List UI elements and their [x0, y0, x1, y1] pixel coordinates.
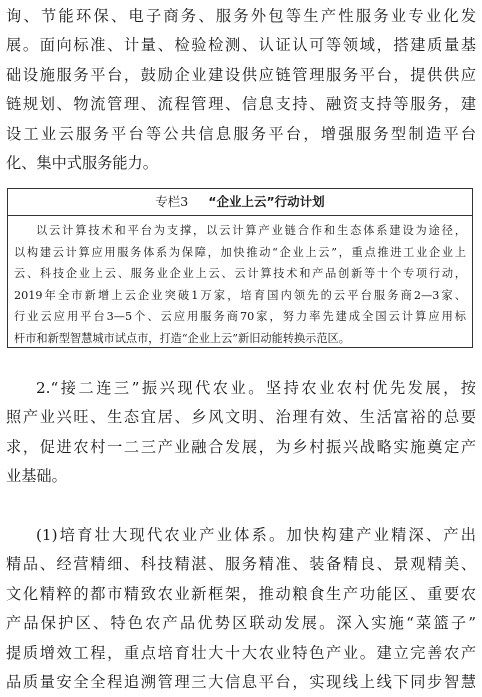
text-line: (1)培育壮大现代农业产业体系。加快构建产业精深、产出: [36, 526, 476, 544]
box-header: [8, 189, 472, 216]
box-text-line: 云、科技企业上云、服务业企业上云、云计算技术和产品创新等十个专项行动，: [14, 267, 466, 280]
box-title: “企业上云”行动计划: [208, 194, 325, 209]
paragraph-modern-agriculture: [6, 374, 476, 492]
text-line: 提质增效工程，重点培育壮大十大农业特色产业。建立完善农产: [6, 643, 476, 662]
box-text-line: 杆市和新型智慧城市试点市，打造“企业上云”新旧动能转换示范区。: [14, 331, 350, 345]
text-line: 照产业兴旺、生态宜居、乡风文明、治理有效、生活富裕的总要: [6, 408, 476, 427]
text-line: 文化精粹的都市精致农业新框架，推动粮食生产功能区、重要农: [6, 584, 476, 603]
box-body: [8, 216, 472, 349]
text-line: 求，促进农村一二三产业融合发展，为乡村振兴战略实施奠定产: [6, 437, 476, 456]
text-line: 品质量安全全程追溯管理三大信息平台，实现线上线下同步智慧: [6, 673, 476, 692]
text-line: 精品、经营精细、科技精湛、服务精准、装备精良、景观精美、: [6, 555, 476, 574]
text-line: 化、集中式服务能力。: [6, 154, 158, 173]
text-line: 业基础。: [6, 467, 67, 486]
text-line: 设工业云服务平台等公共信息服务平台，增强服务型制造平台: [6, 124, 476, 143]
text-line: 询、节能环保、电子商务、服务外包等生产性服务业专业化发: [6, 7, 476, 25]
box-label: 专栏3: [155, 194, 189, 209]
paragraph-service-industry: [6, 2, 476, 178]
text-line: 链规划、物流管理、流程管理、信息支持、融资支持等服务，建: [6, 95, 476, 114]
text-line: 展。面向标准、计量、检验检测、认证认可等领域，搭建质量基: [6, 36, 476, 55]
text-line: 产品保护区、特色农产品优势区联动发展。深入实施“菜篮子”: [6, 614, 476, 633]
box-text-line: 以构建云计算应用服务体系为保障，加快推动“企业上云”，重点推进工业企业上: [14, 245, 466, 259]
text-line: 2.“接二连三”振兴现代农业。坚持农业农村优先发展，按: [36, 379, 476, 397]
sidebar-box-cloud-plan: [7, 188, 473, 348]
text-line: 础设施服务平台，鼓励企业建设供应链管理服务平台，提供供应: [6, 65, 476, 84]
box-text-line: 以云计算技术和平台为支撑，以云计算产业链合作和生态体系建设为途径，: [36, 224, 466, 237]
paragraph-agri-industry-system: [6, 521, 476, 697]
box-text-line: 行业云应用平台3—5个、云应用服务商70家，努力率先建成全国云计算应用标: [14, 310, 466, 323]
box-text-line: 2019年全市新增上云企业突破1万家，培育国内领先的云平台服务商2—3家、: [14, 288, 466, 302]
